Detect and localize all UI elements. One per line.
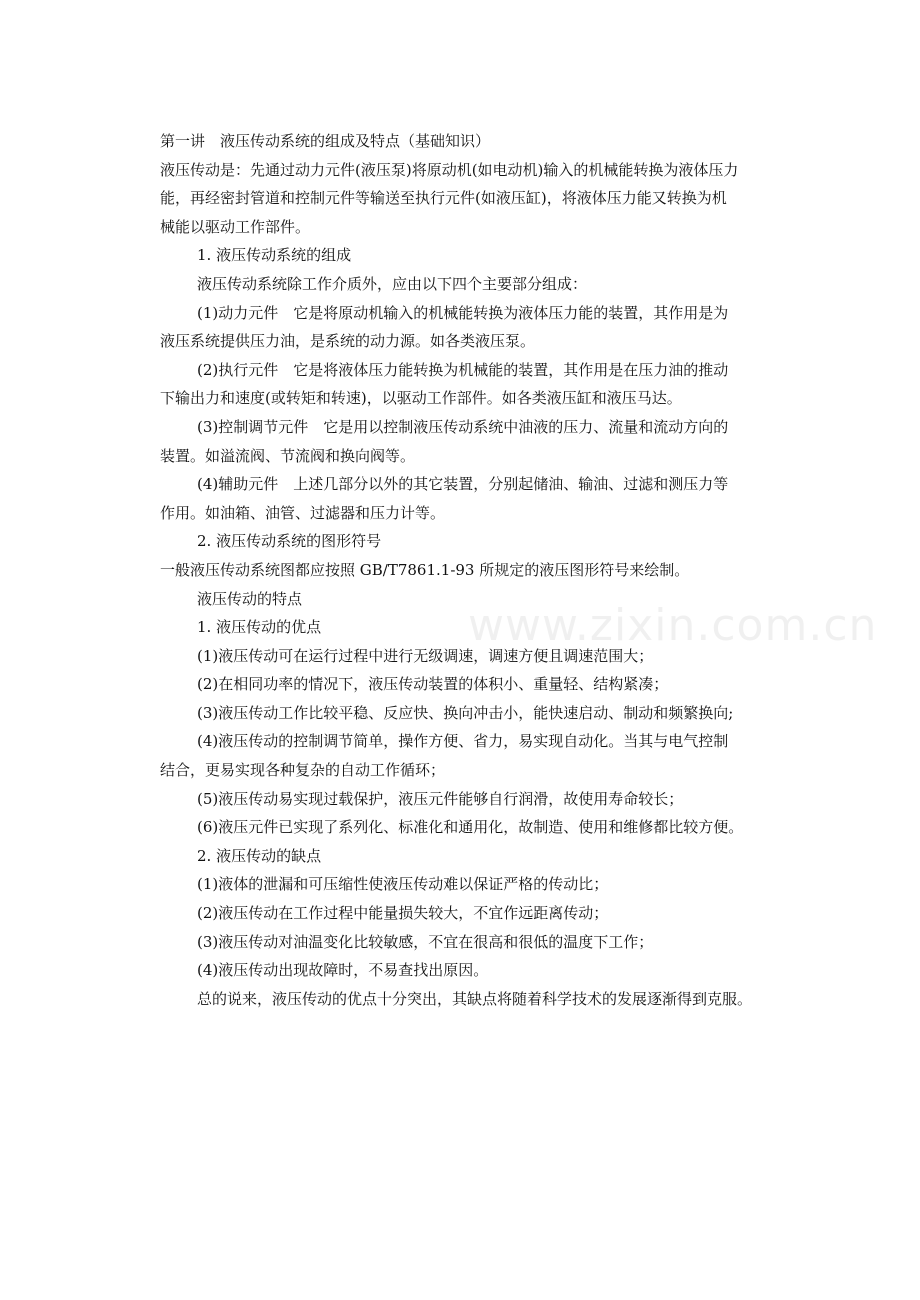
text-line: 1. 液压传动的优点 [197, 618, 322, 637]
text-line: 作用。如油箱、油管、过滤器和压力计等。 [160, 503, 446, 522]
text-line: 液压传动是：先通过动力元件(液压泵)将原动机(如电动机)输入的机械能转换为液体压力 [160, 160, 739, 179]
text-line: (1)液体的泄漏和可压缩性使液压传动难以保证严格的传动比； [197, 875, 609, 894]
text-line: (4)液压传动出现故障时，不易查找出原因。 [197, 961, 489, 980]
text-line: 第一讲 液压传动系统的组成及特点（基础知识） [160, 132, 491, 150]
text-line: (2)在相同功率的情况下，液压传动装置的体积小、重量轻、结构紧凑； [197, 675, 669, 694]
text-line: (2)执行元件 它是将液体压力能转换为机械能的装置，其作用是在压力油的推动 [197, 360, 729, 379]
text-line: (3)液压传动对油温变化比较敏感，不宜在很高和很低的温度下工作； [197, 932, 654, 951]
text-line: 1. 液压传动系统的组成 [197, 246, 352, 265]
text-line: 液压传动系统除工作介质外，应由以下四个主要部分组成： [197, 274, 588, 293]
text-line: 装置。如溢流阀、节流阀和换向阀等。 [160, 446, 416, 465]
text-line: (4)液压传动的控制调节简单，操作方便、省力，易实现自动化。当其与电气控制 [197, 732, 729, 751]
document-body [160, 127, 770, 1013]
text-line: (4)辅助元件 上述几部分以外的其它装置，分别起储油、输油、过滤和测压力等 [197, 475, 729, 494]
text-line: 液压传动的特点 [197, 589, 303, 608]
text-line: 下输出力和速度(或转矩和转速)，以驱动工作部件。如各类液压缸和液压马达。 [160, 389, 682, 408]
text-line: (3)控制调节元件 它是用以控制液压传动系统中油液的压力、流量和流动方向的 [197, 417, 729, 436]
text-line: 械能以驱动工作部件。 [160, 217, 311, 236]
text-line: 2. 液压传动的缺点 [197, 846, 322, 865]
text-line: 结合，更易实现各种复杂的自动工作循环； [160, 761, 446, 780]
text-line: (6)液压元件已实现了系列化、标准化和通用化，故制造、使用和维修都比较方便。 [197, 818, 744, 837]
text-line: 液压系统提供压力油，是系统的动力源。如各类液压泵。 [160, 332, 536, 351]
text-line: (2)液压传动在工作过程中能量损失较大，不宜作远距离传动； [197, 904, 609, 923]
watermark: www.zixin.com.cn [468, 600, 878, 651]
text-line: (1)液压传动可在运行过程中进行无级调速，调速方便且调速范围大； [197, 646, 654, 665]
text-line: 总的说来，液压传动的优点十分突出，其缺点将随着科学技术的发展逐渐得到克服。 [197, 989, 753, 1008]
text-line: (3)液压传动工作比较平稳、反应快、换向冲击小，能快速启动、制动和频繁换向; [197, 703, 734, 722]
text-line: (5)液压传动易实现过载保护，液压元件能够自行润滑，故使用寿命较长； [197, 789, 684, 808]
text-line: 能，再经密封管道和控制元件等输送至执行元件(如液压缸)，将液体压力能又转换为机 [160, 189, 727, 208]
text-line: 2. 液压传动系统的图形符号 [197, 532, 382, 551]
text-line: (1)动力元件 它是将原动机输入的机械能转换为液体压力能的装置，其作用是为 [197, 303, 729, 322]
text-line: 一般液压传动系统图都应按照 GB/T7861.1-93 所规定的液压图形符号来绘制。 [160, 560, 690, 579]
